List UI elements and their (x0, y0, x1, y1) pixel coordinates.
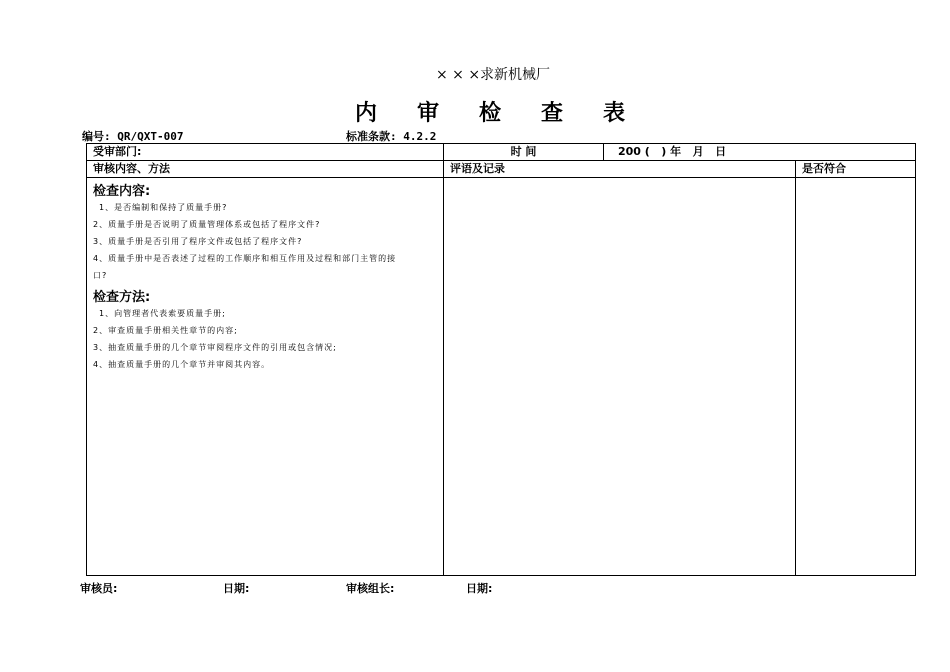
audit-table (86, 143, 916, 576)
dept-label: 受审部门: (93, 145, 142, 158)
col-conform-label: 是否符合 (802, 162, 846, 175)
time-label-cell (444, 144, 604, 161)
conform-cell[interactable] (796, 178, 916, 576)
check-method-item: 2、审查质量手册相关性章节的内容; (93, 326, 238, 335)
leader-date-label: 日期: (466, 582, 493, 595)
col-comments-label: 评语及记录 (450, 162, 505, 175)
title-char: 表 (603, 100, 626, 126)
form-code: 编号: QR/QXT-007 (82, 130, 184, 143)
check-method-item: 4、抽查质量手册的几个章节并审阅其内容。 (93, 360, 271, 369)
check-content-item: 口? (93, 271, 108, 280)
check-method-item: 3、抽查质量手册的几个章节审阅程序文件的引用或包含情况; (93, 343, 337, 352)
title-char: 内 (355, 100, 378, 126)
leader-label: 审核组长: (346, 582, 395, 595)
auditor-label: 审核员: (80, 582, 118, 595)
check-content-item: 4、质量手册中是否表述了过程的工作顺序和相互作用及过程和部门主管的接 (93, 254, 397, 263)
comments-cell[interactable] (444, 178, 796, 576)
check-content-item: 2、质量手册是否说明了质量管理体系或包括了程序文件? (93, 220, 321, 229)
check-content-item: 3、质量手册是否引用了程序文件或包括了程序文件? (93, 237, 303, 246)
check-content-title: 检查内容: (93, 184, 151, 199)
date-cell[interactable] (604, 144, 916, 161)
standard-clause: 标准条款: 4.2.2 (346, 130, 437, 143)
factory-name: × × ×求新机械厂 (435, 67, 551, 83)
check-content-item: 1、是否编制和保持了质量手册? (99, 203, 228, 212)
col-conform-header (796, 161, 916, 178)
title-char: 审 (417, 100, 440, 126)
time-label: 时 间 (510, 145, 537, 158)
col-comments-header (444, 161, 796, 178)
auditor-date-label: 日期: (223, 582, 250, 595)
title-char: 检 (479, 100, 502, 126)
date-template: 200 ( ) 年 月 日 (618, 145, 727, 158)
content-cell (87, 178, 444, 576)
check-method-item: 1、向管理者代表索要质量手册; (99, 309, 226, 318)
col-content-label: 审核内容、方法 (93, 162, 170, 175)
audited-department-cell[interactable] (87, 144, 444, 161)
check-method-title: 检查方法: (93, 290, 151, 305)
title-char: 查 (541, 100, 564, 126)
col-content-header (87, 161, 444, 178)
